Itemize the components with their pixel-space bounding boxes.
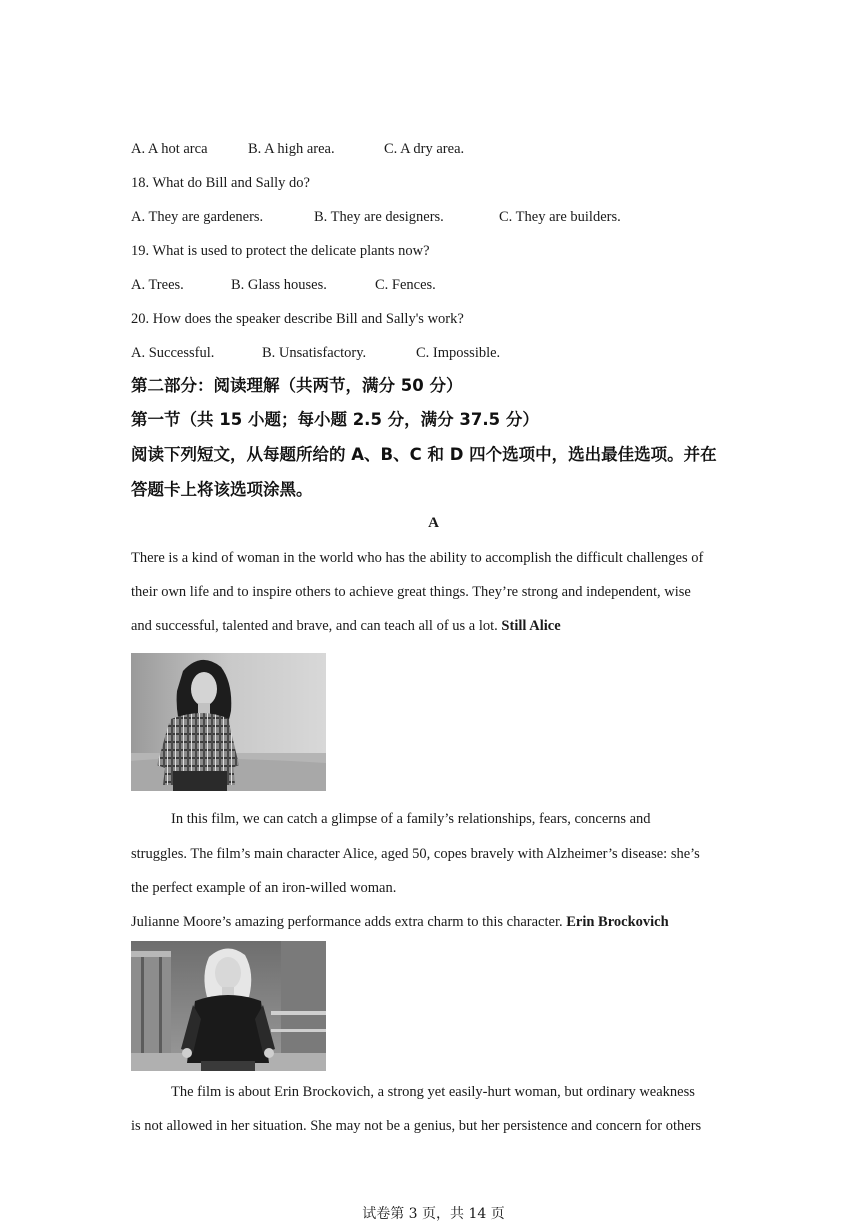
q17-option-a: A. A hot arca [131, 141, 208, 157]
film1-paragraph-line-1: In this film, we can catch a glimpse of a family’s relationships, fears, concerns and [171, 811, 651, 827]
passage-intro-line-3 [131, 617, 561, 635]
passage-letter: A [428, 515, 439, 531]
q18-question: 18. What do Bill and Sally do? [131, 175, 310, 191]
q20-option-c: C. Impossible. [416, 345, 501, 361]
passage-intro-line-1: There is a kind of woman in the world who has the ability to accomplish the difficult challenges of [131, 550, 704, 566]
still-alice-photo [131, 653, 326, 791]
q17-option-c: C. A dry area. [384, 141, 465, 157]
film2-paragraph-line-2: is not allowed in her situation. She may not be a genius, but her persistence and concern for others [131, 1118, 702, 1134]
film1-performance-text: Julianne Moore’s amazing performance adds extra charm to this character. [131, 914, 563, 930]
film1-paragraph-line-3: the perfect example of an iron-willed woman. [131, 880, 397, 896]
film1-paragraph-line-2: struggles. The film’s main character Alice, aged 50, copes bravely with Alzheimer’s disease: she’s [131, 846, 700, 862]
q20-question: 20. How does the speaker describe Bill and Sally's work? [131, 311, 464, 327]
film2-paragraph-line-1: The film is about Erin Brockovich, a strong yet easily-hurt woman, but ordinary weakness [171, 1084, 695, 1100]
q19-option-c: C. Fences. [375, 277, 436, 293]
section-one-title: 第一节（共 15 小题；每小题 2.5 分，满分 37.5 分） [131, 410, 539, 429]
q20-option-a: A. Successful. [131, 345, 215, 361]
film-title-erin-brockovich: Erin Brockovich [566, 914, 669, 930]
q18-option-b: B. They are designers. [314, 209, 444, 225]
film-title-still-alice: Still Alice [501, 618, 561, 634]
film1-paragraph-line-4 [131, 913, 669, 931]
q18-option-c: C. They are builders. [499, 209, 621, 225]
page-footer: 试卷第 3 页，共 14 页 [362, 1206, 505, 1222]
q19-option-a: A. Trees. [131, 277, 184, 293]
q18-option-a: A. They are gardeners. [131, 209, 264, 225]
erin-brockovich-photo [131, 941, 326, 1071]
q19-option-b: B. Glass houses. [231, 277, 327, 293]
part-two-title: 第二部分：阅读理解（共两节，满分 50 分） [131, 376, 463, 395]
q20-option-b: B. Unsatisfactory. [262, 345, 367, 361]
q17-option-b: B. A high area. [248, 141, 335, 157]
q19-question: 19. What is used to protect the delicate plants now? [131, 243, 430, 259]
instruction-line-2: 答题卡上将该选项涂黑。 [131, 480, 313, 499]
passage-intro-text: and successful, talented and brave, and can teach all of us a lot. [131, 618, 498, 634]
passage-intro-line-2: their own life and to inspire others to achieve great things. They’re strong and independent, wise [131, 584, 691, 600]
instruction-line-1: 阅读下列短文，从每题所给的 A、B、C 和 D 四个选项中，选出最佳选项。并在 [131, 445, 717, 464]
